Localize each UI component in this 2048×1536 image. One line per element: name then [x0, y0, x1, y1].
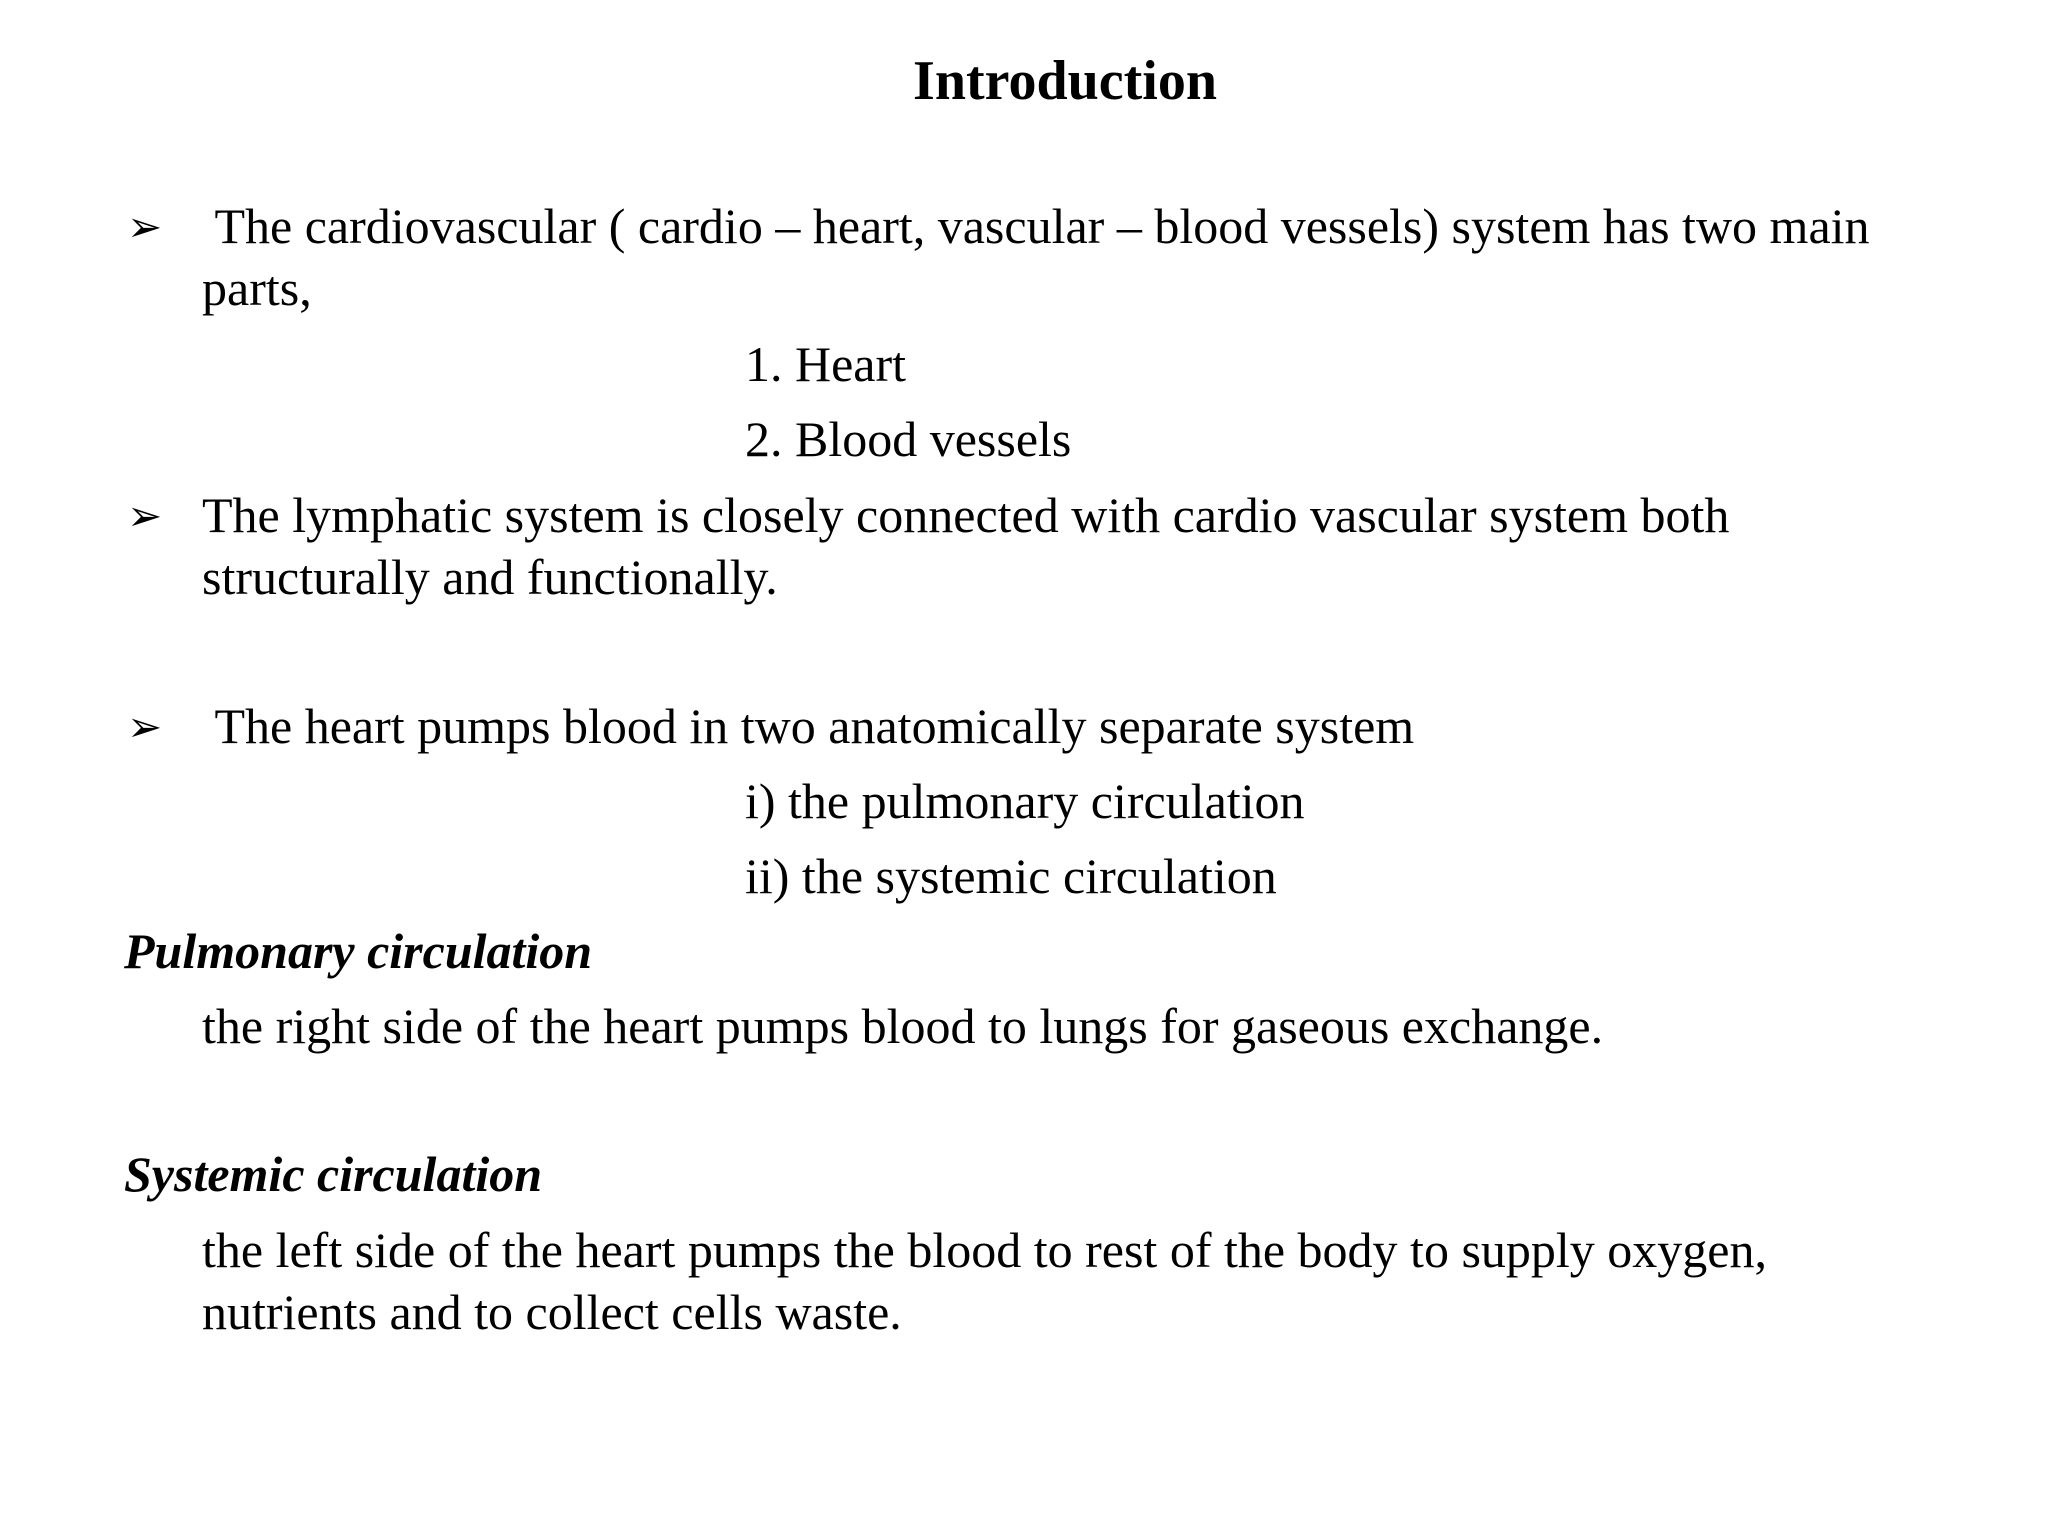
section-heading-pulmonary: Pulmonary circulation: [124, 923, 593, 979]
list-item-blood-vessels: 2. Blood vessels: [745, 411, 1072, 467]
list-item-systemic: ii) the systemic circulation: [745, 848, 1277, 904]
bullet-3-line-1: The heart pumps blood in two anatomically separate system: [202, 698, 1415, 754]
section-pulmonary-text: the right side of the heart pumps blood to lungs for gaseous exchange.: [202, 998, 1604, 1054]
list-item-pulmonary: i) the pulmonary circulation: [745, 773, 1305, 829]
bullet-arrow-icon: ➢: [127, 202, 163, 251]
bullet-1-line-2: parts,: [202, 260, 312, 316]
list-item-heart: 1. Heart: [745, 336, 907, 392]
bullet-2-line-2: structurally and functionally.: [202, 549, 778, 605]
section-systemic-line-1: the left side of the heart pumps the blood to rest of the body to supply oxygen,: [202, 1222, 1767, 1278]
section-systemic-line-2: nutrients and to collect cells waste.: [202, 1284, 902, 1340]
bullet-arrow-icon: ➢: [127, 491, 163, 540]
bullet-arrow-icon: ➢: [127, 702, 163, 751]
section-heading-systemic: Systemic circulation: [124, 1146, 543, 1202]
page-title: Introduction: [913, 50, 1217, 112]
bullet-1-line-1: The cardiovascular ( cardio – heart, vascular – blood vessels) system has two main: [202, 198, 1870, 254]
bullet-2-line-1: The lymphatic system is closely connected with cardio vascular system both: [202, 487, 1730, 543]
